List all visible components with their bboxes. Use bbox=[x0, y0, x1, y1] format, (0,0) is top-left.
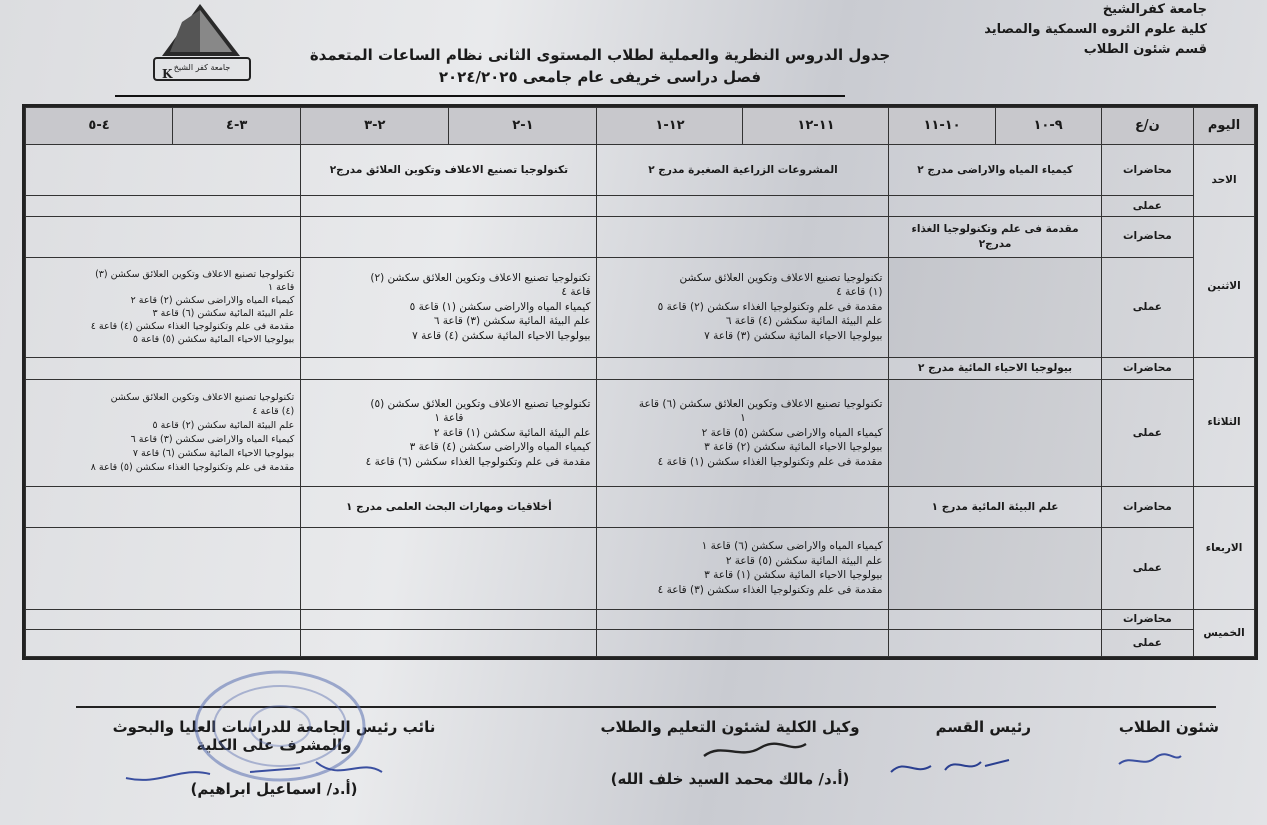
vice-dean-name: (أ.د/ مالك محمد السيد خلف الله) bbox=[610, 770, 850, 788]
document-title bbox=[300, 44, 900, 88]
type-lecture: محاضرات bbox=[1101, 144, 1193, 195]
type-lab: عملى bbox=[1101, 380, 1193, 487]
day-tuesday: الثلاثاء bbox=[1194, 357, 1255, 486]
vp-title-2: والمشرف على الكلية bbox=[196, 736, 352, 754]
table-row bbox=[26, 609, 1255, 629]
vp-name: (أ.د/ اسماعيل ابراهيم) bbox=[190, 780, 358, 798]
wednesday-lab-2: كيمياء المياه والاراضى سكشن (٦) قاعة ١ علم البيئة المائية سكشن (٥) قاعة ٢ بيولوجيا الاحياء المائية سكشن (١) قاعة ٣ مقدمة فى علم وتكنولوجيا الغذاء سكشن (٣) قاعة ٤ bbox=[597, 527, 889, 609]
monday-lab-2: تكنولوجيا تصنيع الاعلاف وتكوين العلائق سكشن (١) قاعة ٤ مقدمة فى علم وتكنولوجيا الغذاء سكشن (٢) قاعة ٥ علم البيئة المائية سكشن (٤) قاعة ٦ بيولوجيا الاحياء المائية سكشن (٣) قاعة ٧ bbox=[597, 257, 889, 357]
table-header-row bbox=[26, 108, 1255, 145]
empty-cell bbox=[889, 380, 1101, 487]
table-row bbox=[26, 257, 1255, 357]
institution-header bbox=[887, 0, 1207, 60]
svg-text:جامعة كفر الشيخ: جامعة كفر الشيخ bbox=[173, 63, 231, 72]
empty-cell bbox=[889, 527, 1101, 609]
monday-lab-4: تكنولوجيا تصنيع الاعلاف وتكوين العلائق سكشن (٣) قاعة ١ كيمياء المياه والاراضى سكشن (٢) قاعة ٢ علم البيئة المائية سكشن (٦) قاعة ٣ مقدمة فى علم وتكنولوجيا الغذاء سكشن (٤) قاعة ٤ بيولوجيا الاحياء المائية سكشن (٥) قاعة ٥ bbox=[26, 257, 301, 357]
signature-mark-students-affairs bbox=[1115, 748, 1185, 772]
signature-head-of-department: رئيس القسم bbox=[935, 718, 1031, 736]
header-period-8: ٤-٥ bbox=[26, 108, 173, 145]
header-day: اليوم bbox=[1194, 108, 1255, 145]
day-thursday: الخميس bbox=[1194, 609, 1255, 656]
header-period-3: ١١-١٢ bbox=[743, 108, 889, 145]
signature-mark-head-of-department bbox=[885, 748, 1015, 780]
title-underline bbox=[115, 95, 845, 97]
type-lecture: محاضرات bbox=[1101, 216, 1193, 257]
university-name: جامعة كفرالشيخ bbox=[1102, 2, 1207, 17]
table-row bbox=[26, 380, 1255, 487]
signature-mark-vice-president bbox=[120, 752, 390, 792]
header-type: ن/ع bbox=[1101, 108, 1193, 145]
empty-cell bbox=[26, 144, 301, 195]
type-lab: عملى bbox=[1101, 527, 1193, 609]
day-sunday: الاحد bbox=[1194, 144, 1255, 216]
title-line-1: جدول الدروس النظرية والعملية لطلاب المستوى الثانى نظام الساعات المتعمدة bbox=[309, 46, 891, 64]
day-monday: الاثنين bbox=[1194, 216, 1255, 357]
tuesday-lecture-1: بيولوجيا الاحياء المائية مدرج ٢ bbox=[889, 357, 1101, 380]
title-line-2: فصل دراسى خريفى عام جامعى ٢٠٢٤/٢٠٢٥ bbox=[438, 68, 762, 86]
type-lab: عملى bbox=[1101, 196, 1193, 216]
type-lecture: محاضرات bbox=[1101, 609, 1193, 629]
university-logo bbox=[140, 0, 260, 86]
table-row bbox=[26, 527, 1255, 609]
sunday-lecture-1: كيمياء المياه والاراضى مدرج ٢ bbox=[889, 144, 1101, 195]
department-name: قسم شئون الطلاب bbox=[1083, 42, 1207, 57]
empty-cell bbox=[889, 257, 1101, 357]
table-row bbox=[26, 216, 1255, 257]
svg-text:K: K bbox=[162, 67, 173, 81]
sunday-lecture-2: المشروعات الزراعية الصغيرة مدرج ٢ bbox=[597, 144, 889, 195]
monday-lecture-1: مقدمة فى علم وتكنولوجيا الغذاء مدرج٢ bbox=[889, 216, 1101, 257]
wednesday-lecture-1: علم البيئة المائية مدرج ١ bbox=[889, 486, 1101, 527]
table-row bbox=[26, 144, 1255, 195]
type-lecture: محاضرات bbox=[1101, 486, 1193, 527]
tuesday-lab-3: تكنولوجيا تصنيع الاعلاف وتكوين العلائق سكشن (٥) قاعة ١ علم البيئة المائية سكشن (١) قاعة ٢ كيمياء المياه والاراضى سكشن (٤) قاعة ٣ مقدمة فى علم وتكنولوجيا الغذاء سكشن (٦) قاعة ٤ bbox=[301, 380, 597, 487]
header-period-4: ١٢-١ bbox=[597, 108, 743, 145]
signature-students-affairs: شئون الطلاب bbox=[1118, 718, 1219, 736]
table-row bbox=[26, 357, 1255, 380]
sunday-lecture-3: تكنولوجيا تصنيع الاعلاف وتكوين العلائق مدرج٢ bbox=[301, 144, 597, 195]
type-lab: عملى bbox=[1101, 630, 1193, 657]
table-row bbox=[26, 196, 1255, 216]
tuesday-lab-2: تكنولوجيا تصنيع الاعلاف وتكوين العلائق سكشن (٦) قاعة ١ كيمياء المياه والاراضى سكشن (٥) قاعة ٢ بيولوجيا الاحياء المائية سكشن (٢) قاعة ٣ مقدمة فى علم وتكنولوجيا الغذاء سكشن (١) قاعة ٤ bbox=[597, 380, 889, 487]
tuesday-lab-4: تكنولوجيا تصنيع الاعلاف وتكوين العلائق سكشن (٤) قاعة ٤ علم البيئة المائية سكشن (٢) قاعة ٥ كيمياء المياه والاراضى سكشن (٣) قاعة ٦ بيولوجيا الاحياء المائية سكشن (٦) قاعة ٧ مقدمة فى علم وتكنولوجيا الغذاء سكشن (٥) قاعة ٨ bbox=[26, 380, 301, 487]
day-wednesday: الاربعاء bbox=[1194, 486, 1255, 609]
header-period-2: ١٠-١١ bbox=[889, 108, 995, 145]
vice-dean-title: وكيل الكلية لشئون التعليم والطلاب bbox=[600, 718, 860, 736]
schedule-table bbox=[22, 104, 1258, 660]
table-row bbox=[26, 486, 1255, 527]
monday-lab-3: تكنولوجيا تصنيع الاعلاف وتكوين العلائق سكشن (٢) قاعة ٤ كيمياء المياه والاراضى سكشن (١) قاعة ٥ علم البيئة المائية سكشن (٣) قاعة ٦ بيولوجيا الاحياء المائية سكشن (٤) قاعة ٧ bbox=[301, 257, 597, 357]
type-lab: عملى bbox=[1101, 257, 1193, 357]
table-row bbox=[26, 630, 1255, 657]
wednesday-lecture-3: أخلاقيات ومهارات البحث العلمى مدرج ١ bbox=[301, 486, 597, 527]
header-period-7: ٣-٤ bbox=[173, 108, 301, 145]
type-lecture: محاضرات bbox=[1101, 357, 1193, 380]
header-period-1: ٩-١٠ bbox=[995, 108, 1101, 145]
vp-title: نائب رئيس الجامعة للدراسات العليا والبحوث bbox=[112, 718, 436, 736]
signature-mark-vice-dean bbox=[700, 736, 810, 766]
header-period-5: ١-٢ bbox=[449, 108, 597, 145]
header-period-6: ٢-٣ bbox=[301, 108, 449, 145]
faculty-name: كلية علوم الثروه السمكية والمصايد bbox=[984, 22, 1207, 37]
